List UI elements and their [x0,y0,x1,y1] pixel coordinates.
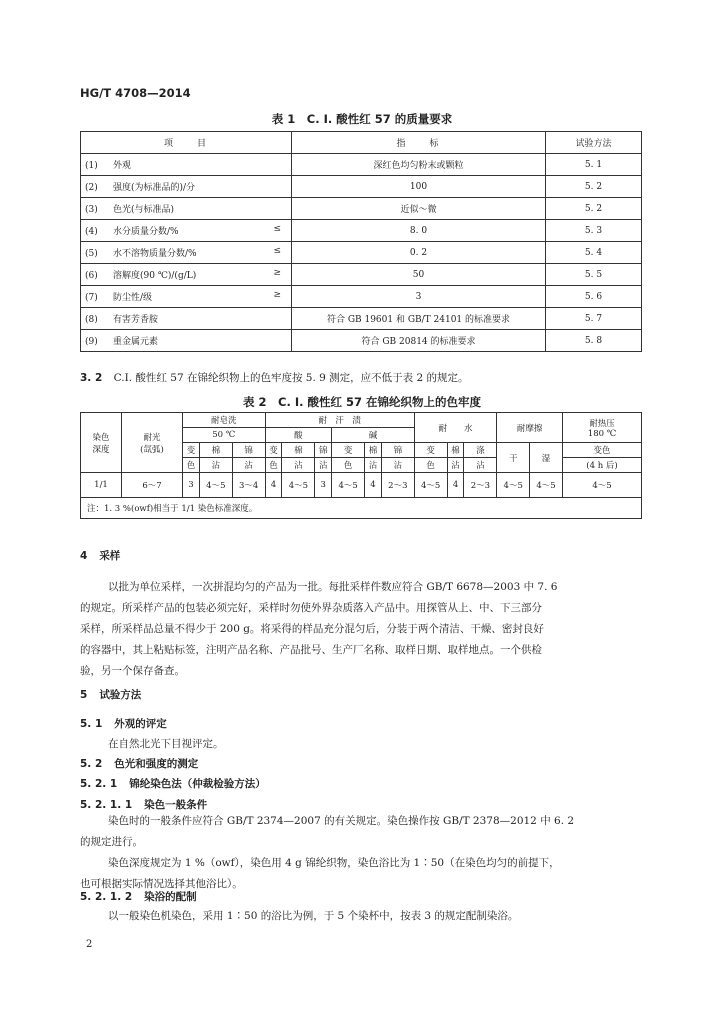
method-cell: 5. 7 [546,308,642,330]
header-change: 变 [332,443,365,458]
table-header-row [81,413,642,428]
header-depth: 染色 深度 [81,413,122,473]
paragraph-line: 的规定进行。 [80,836,143,848]
section-5-2-1-heading: 5. 2. 1 锦纶染色法（仲裁检验方法） [80,778,266,790]
table2-caption: 表 2 C. I. 酸性红 57 在锦纶织物上的色牢度 [243,395,481,409]
color-fastness-table [80,412,642,519]
fastness-cell: 3 [183,473,200,498]
paragraph-line: 以批为单位采样，一次拼混均匀的产品为一批。每批采样件数应符合 GB/T 6678—2003 中 7. 6 [108,581,558,593]
header-cotton: 棉 [365,443,382,458]
header-cotton: 沾 [282,458,315,473]
method-cell: 5. 6 [546,286,642,308]
method-cell: 5. 4 [546,242,642,264]
fastness-cell: 4～5 [530,473,563,498]
table-note: 注：1. 3 %(owf)相当于 1/1 染色标准深度。 [81,498,642,519]
paragraph-line: 采样，所采样品总量不得少于 200 g。将采得的样品充分混匀后，分装于两个清洁、干燥、密封良好 [80,623,544,635]
header-item: 项 目 [81,132,292,154]
fastness-cell: 4 [447,473,464,498]
item-cell: (1) 外观 [81,154,292,176]
header-heat-change: (4 h 后) [563,458,642,473]
section-4-heading: 4 采样 [80,550,121,562]
paragraph-line: 的容器中，其上粘贴标签，注明产品名称、产品批号、生产厂名称、取样日期、取样地点。一个供检 [80,644,542,656]
header-heat-change: 变色 [563,443,642,458]
fastness-cell: 4～5 [332,473,365,498]
index-cell: 100 [292,176,546,198]
header-nylon: 沾 [232,458,265,473]
page-number: 2 [86,939,93,950]
header-nylon: 沾 [315,458,332,473]
table-row [81,198,642,220]
standard-code: HG/T 4708—2014 [80,86,191,100]
header-acid: 酸 [265,428,332,443]
item-cell: (7) 防尘性/级 ≥ [81,286,292,308]
item-cell: (3) 色光(与标准品) [81,198,292,220]
paragraph-line: 染色时的一般条件应符合 GB/T 2374—2007 的有关规定。染色操作按 GB/T 2378—2012 中 6. 2 [108,815,575,827]
header-cotton: 棉 [199,443,232,458]
header-change: 色 [332,458,365,473]
table-row [81,242,642,264]
header-change: 色 [183,458,200,473]
header-cotton: 沾 [199,458,232,473]
header-polyester: 涤 [464,443,497,458]
header-change: 变 [265,443,282,458]
index-cell: 8. 0 [292,220,546,242]
paragraph-line: 的规定。所采样产品的包装必须完好，采样时勿使外界杂质落入产品中。用探管从上、中、下三部分 [80,602,542,614]
header-index: 指 标 [292,132,546,154]
header-cotton: 棉 [447,443,464,458]
header-nylon: 锦 [315,443,332,458]
index-cell: 深红色均匀粉末或颗粒 [292,154,546,176]
table-row [81,286,642,308]
table-row [81,330,642,352]
header-polyester: 沾 [464,458,497,473]
header-method: 试验方法 [546,132,642,154]
header-rubbing: 耐摩擦 [497,413,563,443]
table1-caption: 表 1 C. I. 酸性红 57 的质量要求 [271,112,453,126]
header-light: 耐光 (氙弧) [122,413,183,473]
table-row [81,264,642,286]
index-cell: 符合 GB 19601 和 GB/T 24101 的标准要求 [292,308,546,330]
item-cell: (6) 溶解度(90 ℃)/(g/L) ≥ [81,264,292,286]
fastness-cell: 3～4 [232,473,265,498]
paragraph-line: 验，另一个保存备查。 [80,665,185,677]
header-cotton: 沾 [365,458,382,473]
method-cell: 5. 8 [546,330,642,352]
paragraph-line: 染色深度规定为 1 %（owf），染色用 4 g 锦纶织物，染色浴比为 1∶50（在染色均匀的前提下， [108,857,560,869]
section-text: C.I. 酸性红 57 在锦纶织物上的色牢度按 5. 9 测定，应不低于表 2 的规定。 [113,372,469,384]
item-cell: (4) 水分质量分数/% ≤ [81,220,292,242]
section-4-body [80,577,646,682]
fastness-cell: 4～5 [282,473,315,498]
header-cotton: 沾 [447,458,464,473]
table-row [81,176,642,198]
section-5-2-heading: 5. 2 色光和强度的测定 [80,758,199,770]
section-5-2-1-1-heading: 5. 2. 1. 1 染色一般条件 [80,799,208,811]
item-cell: (2) 强度(为标准品的)/分 [81,176,292,198]
fastness-cell: 2～3 [381,473,414,498]
fastness-cell: 4 [365,473,382,498]
index-cell: 近似～微 [292,198,546,220]
index-cell: 3 [292,286,546,308]
fastness-cell: 4～5 [497,473,530,498]
fastness-cell: 4 [265,473,282,498]
fastness-cell: 6～7 [122,473,183,498]
header-soap-temp: 50 ℃ [183,428,266,443]
index-cell: 0. 2 [292,242,546,264]
table-row [81,220,642,242]
section-5-2-1-1-body [80,811,646,895]
table-row [81,473,642,498]
header-alkali: 碱 [332,428,415,443]
index-cell: 50 [292,264,546,286]
method-cell: 5. 2 [546,198,642,220]
fastness-cell: 2～3 [464,473,497,498]
section-5-1-heading: 5. 1 外观的评定 [80,718,167,730]
fastness-cell: 4～5 [414,473,447,498]
header-dry: 干 [497,443,530,473]
fastness-cell: 4～5 [199,473,232,498]
section-5-heading: 5 试验方法 [80,689,142,701]
header-wet: 湿 [530,443,563,473]
method-cell: 5. 2 [546,176,642,198]
paragraph-line: 也可根据实际情况选择其他浴比）。 [80,878,243,890]
header-cotton: 棉 [282,443,315,458]
header-water: 耐 水 [414,413,497,443]
table-note-row [81,498,642,519]
header-nylon: 锦 [381,443,414,458]
fastness-cell: 3 [315,473,332,498]
fastness-cell: 1/1 [81,473,122,498]
header-change: 色 [414,458,447,473]
header-change: 变 [183,443,200,458]
index-cell: 符合 GB 20814 的标准要求 [292,330,546,352]
table-header-row [81,132,642,154]
table-row [81,308,642,330]
header-nylon: 沾 [381,458,414,473]
section-number: 3. 2 [80,372,103,384]
section-5-2-1-2-text: 以一般染色机染色，采用 1∶50 的浴比为例，于 5 个染杯中，按表 3 的规定配制染浴。 [108,910,519,922]
quality-requirements-table [80,131,642,352]
header-perspiration: 耐 汗 渍 [265,413,414,428]
section-5-2-1-2-heading: 5. 2. 1. 2 染浴的配制 [80,891,197,903]
header-soap-wash: 耐皂洗 [183,413,266,428]
header-nylon: 锦 [232,443,265,458]
header-change: 色 [265,458,282,473]
section-5-1-text: 在自然北光下目视评定。 [108,738,224,750]
header-change: 变 [414,443,447,458]
item-cell: (8) 有害芳香胺 [81,308,292,330]
item-cell: (5) 水不溶物质量分数/% ≤ [81,242,292,264]
section-3-2 [80,368,469,389]
table-row [81,154,642,176]
header-heat-press: 耐热压 180 ℃ [563,413,642,443]
method-cell: 5. 1 [546,154,642,176]
item-cell: (9) 重金属元素 [81,330,292,352]
fastness-cell: 4～5 [563,473,642,498]
method-cell: 5. 5 [546,264,642,286]
method-cell: 5. 3 [546,220,642,242]
